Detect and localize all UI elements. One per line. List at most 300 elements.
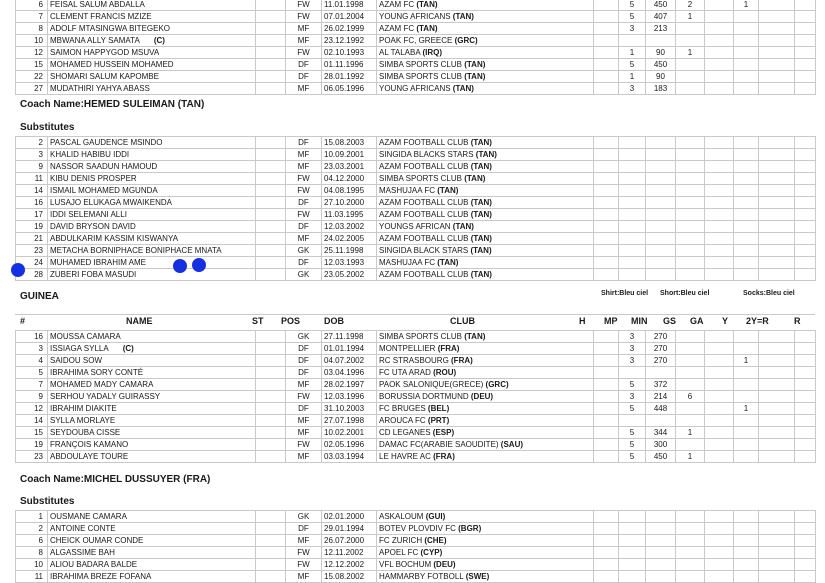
cell-ga xyxy=(705,197,734,209)
cell-h xyxy=(594,547,619,559)
cell-gs: 1 xyxy=(676,427,705,439)
player-name: ISSIAGA SYLLA xyxy=(50,344,109,353)
cell-name xyxy=(48,523,256,535)
cell-dob: 02.01.2000 xyxy=(322,511,377,523)
cell-num: 24 xyxy=(16,257,48,269)
cell-st xyxy=(256,209,286,221)
cell-min xyxy=(646,367,676,379)
cell-club xyxy=(377,511,594,523)
club-country: (ROU) xyxy=(433,368,457,377)
cell-dob: 15.08.2002 xyxy=(322,571,377,583)
cell-ga xyxy=(705,209,734,221)
club-country: (TAN) xyxy=(437,186,459,195)
cell-y2r xyxy=(759,391,795,403)
cell-club xyxy=(377,11,594,23)
cell-y2r xyxy=(759,571,795,583)
cell-name xyxy=(48,415,256,427)
cell-r xyxy=(795,257,816,269)
cell-num: 11 xyxy=(16,571,48,583)
player-row xyxy=(16,559,816,571)
cell-num: 7 xyxy=(16,379,48,391)
cell-gs xyxy=(676,23,705,35)
cell-dob: 27.10.2000 xyxy=(322,197,377,209)
club-country: (FRA) xyxy=(451,356,473,365)
cell-y2r xyxy=(759,511,795,523)
cell-ga xyxy=(705,559,734,571)
cell-y2r xyxy=(759,367,795,379)
cell-y xyxy=(734,71,759,83)
cell-num: 12 xyxy=(16,47,48,59)
cell-y xyxy=(734,331,759,343)
cell-y2r xyxy=(759,415,795,427)
cell-num: 22 xyxy=(16,71,48,83)
cell-ga xyxy=(705,511,734,523)
cell-dob: 31.10.2003 xyxy=(322,403,377,415)
club-name: HAMMARBY FOTBOLL xyxy=(379,572,466,581)
player-row xyxy=(16,83,816,95)
cell-mp xyxy=(619,185,646,197)
cell-num: 9 xyxy=(16,391,48,403)
cell-club xyxy=(377,209,594,221)
header-y: Y xyxy=(722,316,729,326)
cell-pos: FW xyxy=(286,559,322,571)
guinea-substitutes-table xyxy=(15,510,816,583)
cell-ga xyxy=(705,149,734,161)
player-row xyxy=(16,71,816,83)
cell-club xyxy=(377,269,594,281)
cell-mp xyxy=(619,149,646,161)
cell-num: 4 xyxy=(16,355,48,367)
player-name: OUSMANE CAMARA xyxy=(50,512,127,521)
cell-r xyxy=(795,415,816,427)
cell-h xyxy=(594,343,619,355)
cell-ga xyxy=(705,257,734,269)
cell-y2r xyxy=(759,439,795,451)
club-country: (TAN) xyxy=(470,210,492,219)
cell-h xyxy=(594,11,619,23)
cell-gs xyxy=(676,257,705,269)
club-name: AZAM FC xyxy=(379,24,417,33)
club-country: (TAN) xyxy=(464,60,486,69)
cell-club xyxy=(377,161,594,173)
tanzania-substitutes-table xyxy=(15,136,816,281)
player-name: SYLLA MORLAYE xyxy=(50,416,116,425)
cell-r xyxy=(795,547,816,559)
player-name: MBWANA ALLY SAMATA xyxy=(50,36,140,45)
cell-name xyxy=(48,367,256,379)
player-name: IBRAHIMA BREZE FOFANA xyxy=(50,572,152,581)
player-name: KIBU DENIS PROSPER xyxy=(50,174,137,183)
cell-h xyxy=(594,391,619,403)
cell-y2r xyxy=(759,403,795,415)
club-country: (TAN) xyxy=(475,150,497,159)
cell-gs xyxy=(676,379,705,391)
cell-y xyxy=(734,427,759,439)
cell-name xyxy=(48,23,256,35)
player-row xyxy=(16,137,816,149)
cell-mp: 5 xyxy=(619,379,646,391)
cell-dob: 07.01.2004 xyxy=(322,11,377,23)
cell-gs xyxy=(676,559,705,571)
player-row xyxy=(16,523,816,535)
cell-club xyxy=(377,439,594,451)
cell-y xyxy=(734,439,759,451)
cell-pos: MF xyxy=(286,571,322,583)
player-row xyxy=(16,367,816,379)
cell-h xyxy=(594,209,619,221)
player-name: IBRAHIMA SORY CONTÉ xyxy=(50,368,144,377)
cell-name xyxy=(48,245,256,257)
club-country: (FRA) xyxy=(437,344,460,353)
cell-r xyxy=(795,451,816,463)
cell-ga xyxy=(705,367,734,379)
cell-r xyxy=(795,137,816,149)
cell-ga xyxy=(705,23,734,35)
cell-gs xyxy=(676,245,705,257)
player-name: MOHAMED HUSSEIN MOHAMED xyxy=(50,60,174,69)
cell-y2r xyxy=(759,47,795,59)
cell-st xyxy=(256,511,286,523)
cell-min xyxy=(646,269,676,281)
short-color-label: Short:Bleu ciel xyxy=(660,290,710,297)
cell-num: 7 xyxy=(16,11,48,23)
cell-st xyxy=(256,269,286,281)
cell-y xyxy=(734,245,759,257)
cell-st xyxy=(256,535,286,547)
cell-min: 450 xyxy=(646,59,676,71)
header-club: CLUB xyxy=(450,316,475,326)
cell-dob: 03.03.1994 xyxy=(322,451,377,463)
cell-y xyxy=(734,391,759,403)
cell-gs xyxy=(676,161,705,173)
cell-h xyxy=(594,185,619,197)
cell-y xyxy=(734,173,759,185)
player-name: MUHAMED IBRAHIM AME xyxy=(50,258,147,267)
cell-gs xyxy=(676,367,705,379)
player-row xyxy=(16,355,816,367)
cell-st xyxy=(256,523,286,535)
cell-r xyxy=(795,47,816,59)
cell-pos: GK xyxy=(286,245,322,257)
club-country: (TAN) xyxy=(452,222,474,231)
cell-club xyxy=(377,451,594,463)
cell-y xyxy=(734,367,759,379)
cell-y xyxy=(734,221,759,233)
cell-club xyxy=(377,355,594,367)
annotation-dot xyxy=(11,263,25,277)
cell-min: 214 xyxy=(646,391,676,403)
cell-h xyxy=(594,571,619,583)
cell-pos: MF xyxy=(286,23,322,35)
cell-mp xyxy=(619,257,646,269)
header-mp: MP xyxy=(604,316,618,326)
club-name: FC UTA ARAD xyxy=(379,368,434,377)
cell-h xyxy=(594,197,619,209)
cell-name xyxy=(48,535,256,547)
cell-min: 344 xyxy=(646,427,676,439)
cell-min xyxy=(646,233,676,245)
cell-mp: 1 xyxy=(619,71,646,83)
player-name: SHOMARI SALUM KAPOMBE xyxy=(50,72,159,81)
cell-pos: DF xyxy=(286,343,322,355)
cell-h xyxy=(594,269,619,281)
cell-ga xyxy=(705,47,734,59)
player-row xyxy=(16,427,816,439)
cell-club xyxy=(377,23,594,35)
header-ga: GA xyxy=(690,316,704,326)
cell-ga xyxy=(705,221,734,233)
player-name: IDDI SELEMANI ALLI xyxy=(50,210,127,219)
cell-pos: FW xyxy=(286,0,322,11)
cell-y xyxy=(734,23,759,35)
cell-gs xyxy=(676,535,705,547)
cell-dob: 23.12.1992 xyxy=(322,35,377,47)
cell-y xyxy=(734,35,759,47)
cell-dob: 24.02.2005 xyxy=(322,233,377,245)
cell-min: 450 xyxy=(646,0,676,11)
cell-min xyxy=(646,523,676,535)
cell-mp xyxy=(619,511,646,523)
cell-mp: 3 xyxy=(619,391,646,403)
cell-dob: 04.12.2000 xyxy=(322,173,377,185)
cell-pos: DF xyxy=(286,403,322,415)
club-name: MASHUJAA FC xyxy=(379,258,438,267)
cell-st xyxy=(256,233,286,245)
cell-y2r xyxy=(759,137,795,149)
socks-color-label: Socks:Bleu ciel xyxy=(743,290,795,297)
cell-gs: 1 xyxy=(676,11,705,23)
player-row xyxy=(16,173,816,185)
club-name: FC BRUGES xyxy=(379,404,428,413)
player-row xyxy=(16,0,816,11)
cell-club xyxy=(377,59,594,71)
cell-st xyxy=(256,367,286,379)
cell-club xyxy=(377,185,594,197)
cell-st xyxy=(256,427,286,439)
player-name: CHEICK OUMAR CONDE xyxy=(50,536,144,545)
player-row xyxy=(16,209,816,221)
player-name: MOHAMED MADY CAMARA xyxy=(50,380,154,389)
cell-name xyxy=(48,427,256,439)
cell-y2r xyxy=(759,559,795,571)
guinea-coach-name: Coach Name:MICHEL DUSSUYER (FRA) xyxy=(20,474,211,485)
club-country: (TAN) xyxy=(464,174,486,183)
cell-min: 183 xyxy=(646,83,676,95)
cell-pos: DF xyxy=(286,257,322,269)
cell-h xyxy=(594,83,619,95)
cell-name xyxy=(48,343,256,355)
cell-mp: 5 xyxy=(619,439,646,451)
cell-pos: MF xyxy=(286,83,322,95)
cell-y: 1 xyxy=(734,355,759,367)
cell-name xyxy=(48,547,256,559)
club-country: (BEL) xyxy=(427,404,450,413)
club-name: MONTPELLIER xyxy=(379,344,438,353)
player-name: NASSOR SAADUN HAMOUD xyxy=(50,162,158,171)
cell-y2r xyxy=(759,427,795,439)
cell-y2r xyxy=(759,331,795,343)
cell-min xyxy=(646,559,676,571)
cell-ga xyxy=(705,173,734,185)
club-name: YOUNG AFRICANS xyxy=(379,84,453,93)
cell-dob: 04.08.1995 xyxy=(322,185,377,197)
club-country: (BGR) xyxy=(458,524,482,533)
club-name: AZAM FOOTBALL CLUB xyxy=(379,210,471,219)
header-2y-r: 2Y=R xyxy=(746,316,769,326)
player-name: ANTOINE CONTE xyxy=(50,524,116,533)
cell-mp xyxy=(619,559,646,571)
cell-name xyxy=(48,197,256,209)
cell-pos: MF xyxy=(286,427,322,439)
player-name: SAIDOU SOW xyxy=(50,356,103,365)
cell-min: 372 xyxy=(646,379,676,391)
club-name: SINGIDA BLACK STARS xyxy=(379,246,471,255)
cell-st xyxy=(256,257,286,269)
player-row xyxy=(16,257,816,269)
cell-mp: 3 xyxy=(619,331,646,343)
player-name: PASCAL GAUDENCE MSINDO xyxy=(50,138,163,147)
cell-h xyxy=(594,535,619,547)
cell-y2r xyxy=(759,245,795,257)
cell-gs xyxy=(676,523,705,535)
club-name: YOUNGS AFRICAN xyxy=(379,222,453,231)
club-country: (TAN) xyxy=(470,246,492,255)
header-gs: GS xyxy=(663,316,677,326)
club-country: (CYP) xyxy=(420,548,443,557)
cell-name xyxy=(48,571,256,583)
club-country: (TAN) xyxy=(464,332,486,341)
cell-min: 448 xyxy=(646,403,676,415)
cell-club xyxy=(377,571,594,583)
cell-num: 11 xyxy=(16,173,48,185)
cell-r xyxy=(795,233,816,245)
club-name: SIMBA SPORTS CLUB xyxy=(379,72,465,81)
cell-h xyxy=(594,137,619,149)
cell-pos: MF xyxy=(286,535,322,547)
player-name: ALGASSIME BAH xyxy=(50,548,115,557)
header-h: H xyxy=(579,316,586,326)
cell-num: 2 xyxy=(16,137,48,149)
cell-r xyxy=(795,11,816,23)
cell-y xyxy=(734,83,759,95)
player-row xyxy=(16,511,816,523)
cell-name xyxy=(48,391,256,403)
cell-dob: 27.07.1998 xyxy=(322,415,377,427)
cell-pos: FW xyxy=(286,47,322,59)
header-top-border xyxy=(15,314,815,315)
cell-ga xyxy=(705,439,734,451)
cell-min xyxy=(646,185,676,197)
cell-st xyxy=(256,185,286,197)
cell-h xyxy=(594,403,619,415)
cell-h xyxy=(594,415,619,427)
cell-dob: 12.03.1996 xyxy=(322,391,377,403)
cell-name xyxy=(48,47,256,59)
cell-num: 15 xyxy=(16,59,48,71)
cell-st xyxy=(256,343,286,355)
cell-num: 8 xyxy=(16,23,48,35)
club-country: (TAN) xyxy=(470,270,492,279)
cell-st xyxy=(256,173,286,185)
cell-num: 23 xyxy=(16,451,48,463)
cell-r xyxy=(795,331,816,343)
cell-num: 16 xyxy=(16,197,48,209)
cell-mp xyxy=(619,233,646,245)
cell-h xyxy=(594,511,619,523)
cell-pos: MF xyxy=(286,451,322,463)
cell-pos: FW xyxy=(286,173,322,185)
cell-dob: 23.03.2001 xyxy=(322,161,377,173)
cell-h xyxy=(594,439,619,451)
cell-mp xyxy=(619,35,646,47)
cell-ga xyxy=(705,391,734,403)
cell-gs xyxy=(676,137,705,149)
cell-club xyxy=(377,245,594,257)
captain-mark: (C) xyxy=(122,344,134,353)
cell-dob: 02.05.1996 xyxy=(322,439,377,451)
cell-pos: MF xyxy=(286,233,322,245)
cell-mp xyxy=(619,535,646,547)
player-name: SAIMON HAPPYGOD MSUVA xyxy=(50,48,160,57)
club-name: POAK FC, GREECE xyxy=(379,36,455,45)
cell-min xyxy=(646,257,676,269)
cell-st xyxy=(256,451,286,463)
player-name: LUSAJO ELUKAGA MWAIKENDA xyxy=(50,198,172,207)
cell-st xyxy=(256,571,286,583)
player-name: FEISAL SALUM ABDALLA xyxy=(50,0,145,9)
cell-st xyxy=(256,137,286,149)
cell-r xyxy=(795,343,816,355)
cell-y xyxy=(734,185,759,197)
club-name: AROUCA FC xyxy=(379,416,428,425)
club-name: AZAM FOOTBALL CLUB xyxy=(379,138,471,147)
cell-club xyxy=(377,547,594,559)
cell-y xyxy=(734,233,759,245)
club-country: (ESP) xyxy=(432,428,455,437)
cell-h xyxy=(594,523,619,535)
cell-r xyxy=(795,559,816,571)
player-name: ALIOU BADARA BALDE xyxy=(50,560,138,569)
club-country: (TAN) xyxy=(470,138,492,147)
cell-st xyxy=(256,221,286,233)
cell-gs xyxy=(676,415,705,427)
cell-h xyxy=(594,71,619,83)
cell-st xyxy=(256,355,286,367)
club-country: (TAN) xyxy=(437,258,459,267)
cell-st xyxy=(256,197,286,209)
cell-st xyxy=(256,161,286,173)
cell-dob: 04.07.2002 xyxy=(322,355,377,367)
club-country: (TAN) xyxy=(464,72,486,81)
cell-name xyxy=(48,379,256,391)
cell-min xyxy=(646,221,676,233)
cell-y2r xyxy=(759,185,795,197)
cell-y xyxy=(734,451,759,463)
cell-st xyxy=(256,559,286,571)
cell-num: 17 xyxy=(16,209,48,221)
player-row xyxy=(16,35,816,47)
cell-r xyxy=(795,439,816,451)
cell-club xyxy=(377,367,594,379)
cell-y2r xyxy=(759,23,795,35)
cell-dob: 12.03.1993 xyxy=(322,257,377,269)
cell-num: 5 xyxy=(16,367,48,379)
cell-r xyxy=(795,185,816,197)
player-row xyxy=(16,403,816,415)
cell-min: 90 xyxy=(646,71,676,83)
cell-y2r xyxy=(759,161,795,173)
cell-gs xyxy=(676,439,705,451)
